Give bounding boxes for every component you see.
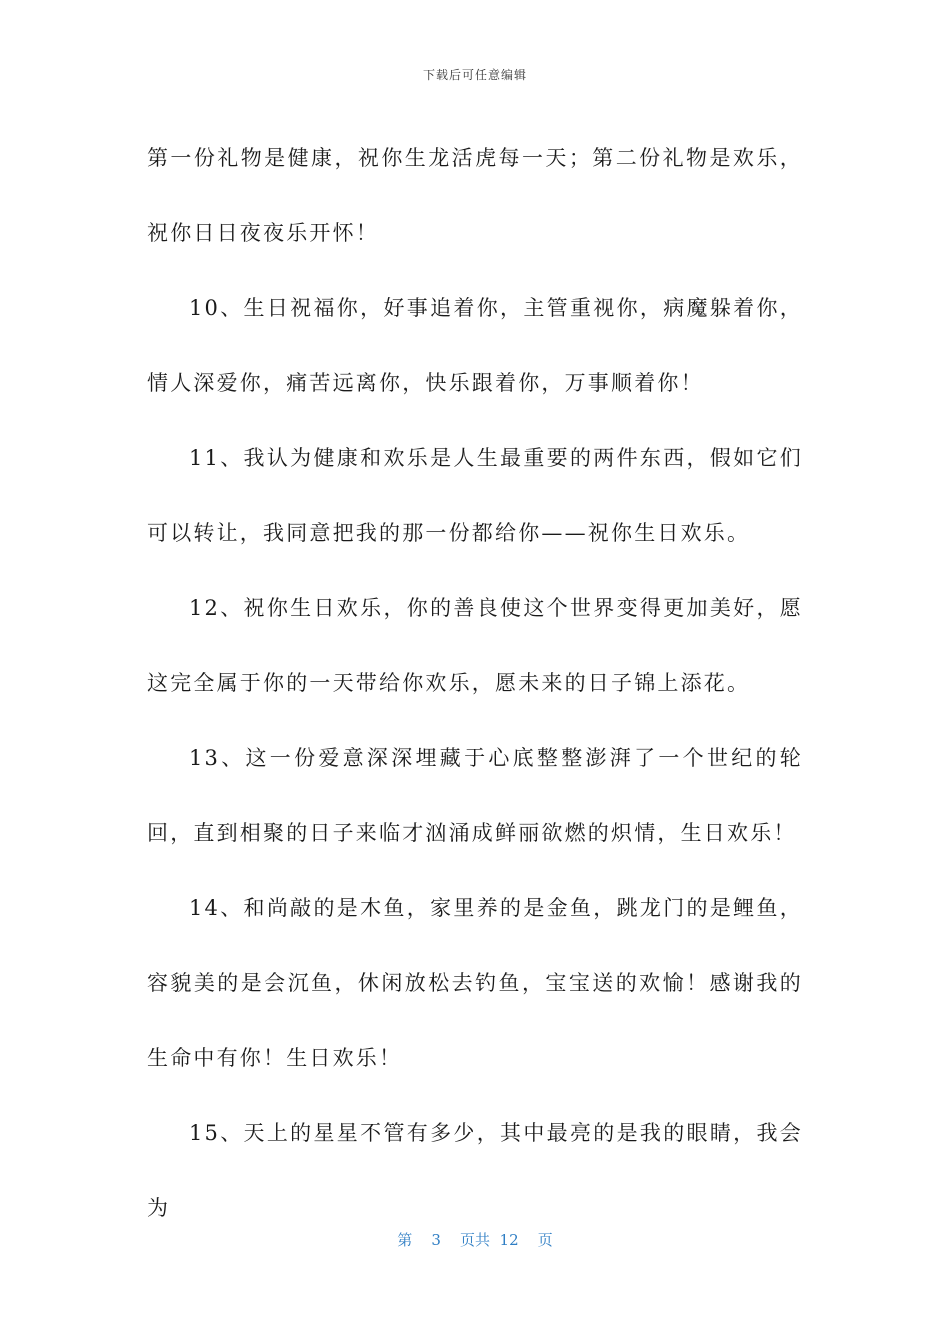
paragraph: 15、天上的星星不管有多少，其中最亮的是我的眼睛，我会为 <box>147 1121 803 1220</box>
paragraph: 14、和尚敲的是木鱼，家里养的是金鱼，跳龙门的是鲤鱼，容貌美的是会沉鱼，休闲放松去钓鱼，宝宝送的欢愉！感谢我的生命中有你！生日欢乐！ <box>147 896 803 1070</box>
paragraph: 第一份礼物是健康，祝你生龙活虎每一天；第二份礼物是欢乐，祝你日日夜夜乐开怀！ <box>147 146 803 245</box>
page-footer <box>0 1229 950 1250</box>
footer-middle: 页共 <box>459 1231 490 1249</box>
paragraph: 10、生日祝福你，好事追着你，主管重视你，病魔躲着你，情人深爱你，痛苦远离你，快乐跟着你，万事顺着你！ <box>147 296 803 395</box>
total-pages-number: 12 <box>499 1231 519 1249</box>
footer-prefix: 第 <box>397 1231 413 1249</box>
paragraph: 13、这一份爱意深深埋藏于心底整整澎湃了一个世纪的轮回，直到相聚的日子来临才汹涌成鲜丽欲燃的炽情，生日欢乐！ <box>147 746 803 845</box>
paragraph: 11、我认为健康和欢乐是人生最重要的两件东西，假如它们可以转让，我同意把我的那一份都给你——祝你生日欢乐。 <box>147 446 803 545</box>
page-header: 下载后可任意编辑 <box>422 68 527 82</box>
footer-suffix: 页 <box>537 1231 553 1249</box>
current-page-number: 3 <box>431 1231 441 1249</box>
document-body <box>147 121 803 1246</box>
paragraph: 12、祝你生日欢乐，你的善良使这个世界变得更加美好，愿这完全属于你的一天带给你欢乐，愿未来的日子锦上添花。 <box>147 596 803 695</box>
